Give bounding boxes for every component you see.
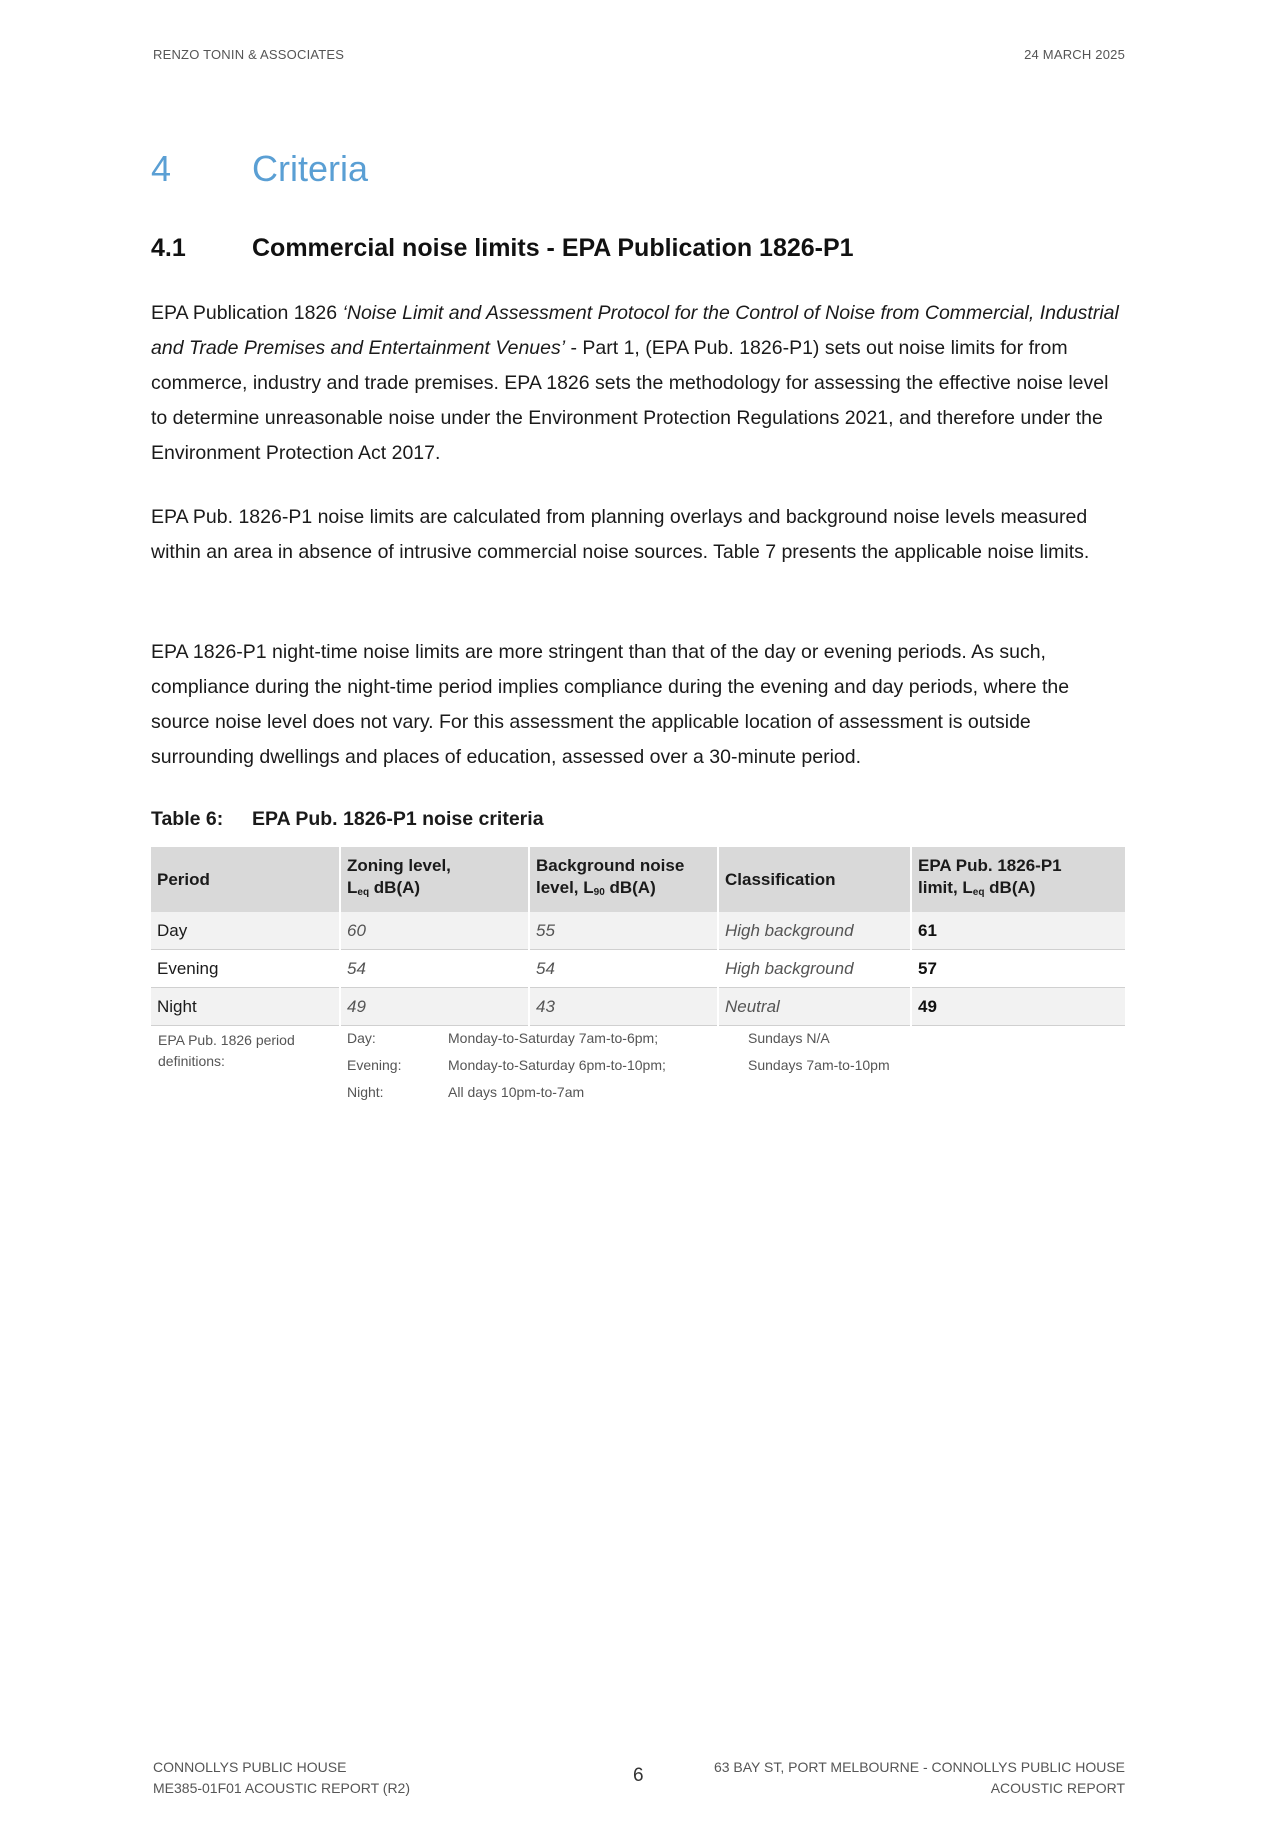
cell-period: Evening <box>151 950 340 988</box>
table-caption <box>151 808 544 831</box>
footer-project: CONNOLLYS PUBLIC HOUSE <box>153 1759 347 1775</box>
paragraph-3: EPA 1826-P1 night-time noise limits are more stringent than that of the day or evening periods. As such, compliance during the night-time period implies compliance during the evening and day periods, where the source noise level does not vary. For this assessment the applicable location of assessment is outside surrounding dwellings and places of education, assessed over a 30-minute period. <box>151 641 1070 768</box>
table-caption-label: Table 6: <box>151 808 224 830</box>
section-heading <box>151 148 368 190</box>
definition-key: Evening: <box>347 1057 402 1073</box>
header-date: 24 MARCH 2025 <box>1024 47 1125 62</box>
definition-sunday: Sundays 7am-to-10pm <box>748 1057 890 1073</box>
table-header-row <box>151 847 1125 912</box>
cell-background: 54 <box>529 950 718 988</box>
column-header-period: Period <box>151 847 340 912</box>
footer-report-type: ACOUSTIC REPORT <box>990 1780 1125 1796</box>
paragraph-1-end: - Part 1, (EPA Pub. 1826-P1) sets out noise limits for from commerce, industry and trade premises. EPA 1826 sets the methodology for assessing the effective noise level to determine unreasonable noise under the Environment Protection Regulations 2021, and therefore under the Environment Protection Act 2017. <box>151 337 1109 464</box>
cell-zoning: 49 <box>340 988 529 1026</box>
definition-value: All days 10pm-to-7am <box>448 1084 585 1100</box>
definition-value: Monday-to-Saturday 7am-to-6pm; <box>448 1030 659 1046</box>
definition-key: Night: <box>347 1084 384 1100</box>
paragraph-1 <box>151 296 1126 471</box>
footer-address: 63 BAY ST, PORT MELBOURNE - CONNOLLYS PUBLIC HOUSE <box>713 1759 1125 1775</box>
section-number: 4 <box>151 148 172 189</box>
definition-key: Day: <box>347 1030 376 1046</box>
column-header-background-noise: Background noise level, $L_{90}$ dB(A) <box>529 847 718 912</box>
cell-classification: Neutral <box>718 988 911 1026</box>
cell-zoning: 60 <box>340 912 529 950</box>
column-header-classification: Classification <box>718 847 911 912</box>
cell-zoning: 54 <box>340 950 529 988</box>
cell-period: Day <box>151 912 340 950</box>
definition-value: Monday-to-Saturday 6pm-to-10pm; <box>448 1057 666 1073</box>
cell-classification: High background <box>718 950 911 988</box>
subsection-number: 4.1 <box>151 234 186 262</box>
cell-limit: 57 <box>911 950 1125 988</box>
footer-right <box>714 1757 1125 1799</box>
page-number: 6 <box>633 1765 644 1786</box>
header-company: RENZO TONIN & ASSOCIATES <box>153 47 345 62</box>
cell-background: 55 <box>529 912 718 950</box>
column-header-zoning-level: Zoning level, $L_{eq}$ dB(A) <box>340 847 529 912</box>
cell-limit: 61 <box>911 912 1125 950</box>
subsection-title: Commercial noise limits - EPA Publication 1826-P1 <box>252 234 854 262</box>
period-definitions-label: EPA Pub. 1826 period definitions: <box>158 1032 295 1069</box>
definition-sunday: Sundays N/A <box>748 1030 830 1046</box>
noise-criteria-table <box>151 847 1125 1026</box>
paragraph-1-start: EPA Publication 1826 <box>151 302 343 324</box>
paragraph-1-publication-title: ‘Noise Limit and Assessment Protocol for the Control of Noise from Commercial, Industrial and Trade Premises and Entertainment Venues’ <box>151 302 1119 359</box>
cell-background: 43 <box>529 988 718 1026</box>
paragraph-2: EPA Pub. 1826-P1 noise limits are calculated from planning overlays and background noise levels measured within an area in absence of intrusive commercial noise sources. Table 7 presents the applicable noise limits. <box>151 506 1090 563</box>
cell-period: Night <box>151 988 340 1026</box>
subsection-heading <box>151 234 854 263</box>
section-title: Criteria <box>252 148 369 189</box>
table-row <box>151 912 1125 950</box>
table-caption-title: EPA Pub. 1826-P1 noise criteria <box>252 808 544 830</box>
footer-report-code: ME385-01F01 ACOUSTIC REPORT (R2) <box>153 1780 411 1796</box>
column-header-limit: EPA Pub. 1826-P1 limit, $L_{eq}$ dB(A) <box>911 847 1125 912</box>
footer-left <box>153 1757 410 1799</box>
table-row <box>151 988 1125 1026</box>
cell-classification: High background <box>718 912 911 950</box>
table-row <box>151 950 1125 988</box>
cell-limit: 49 <box>911 988 1125 1026</box>
